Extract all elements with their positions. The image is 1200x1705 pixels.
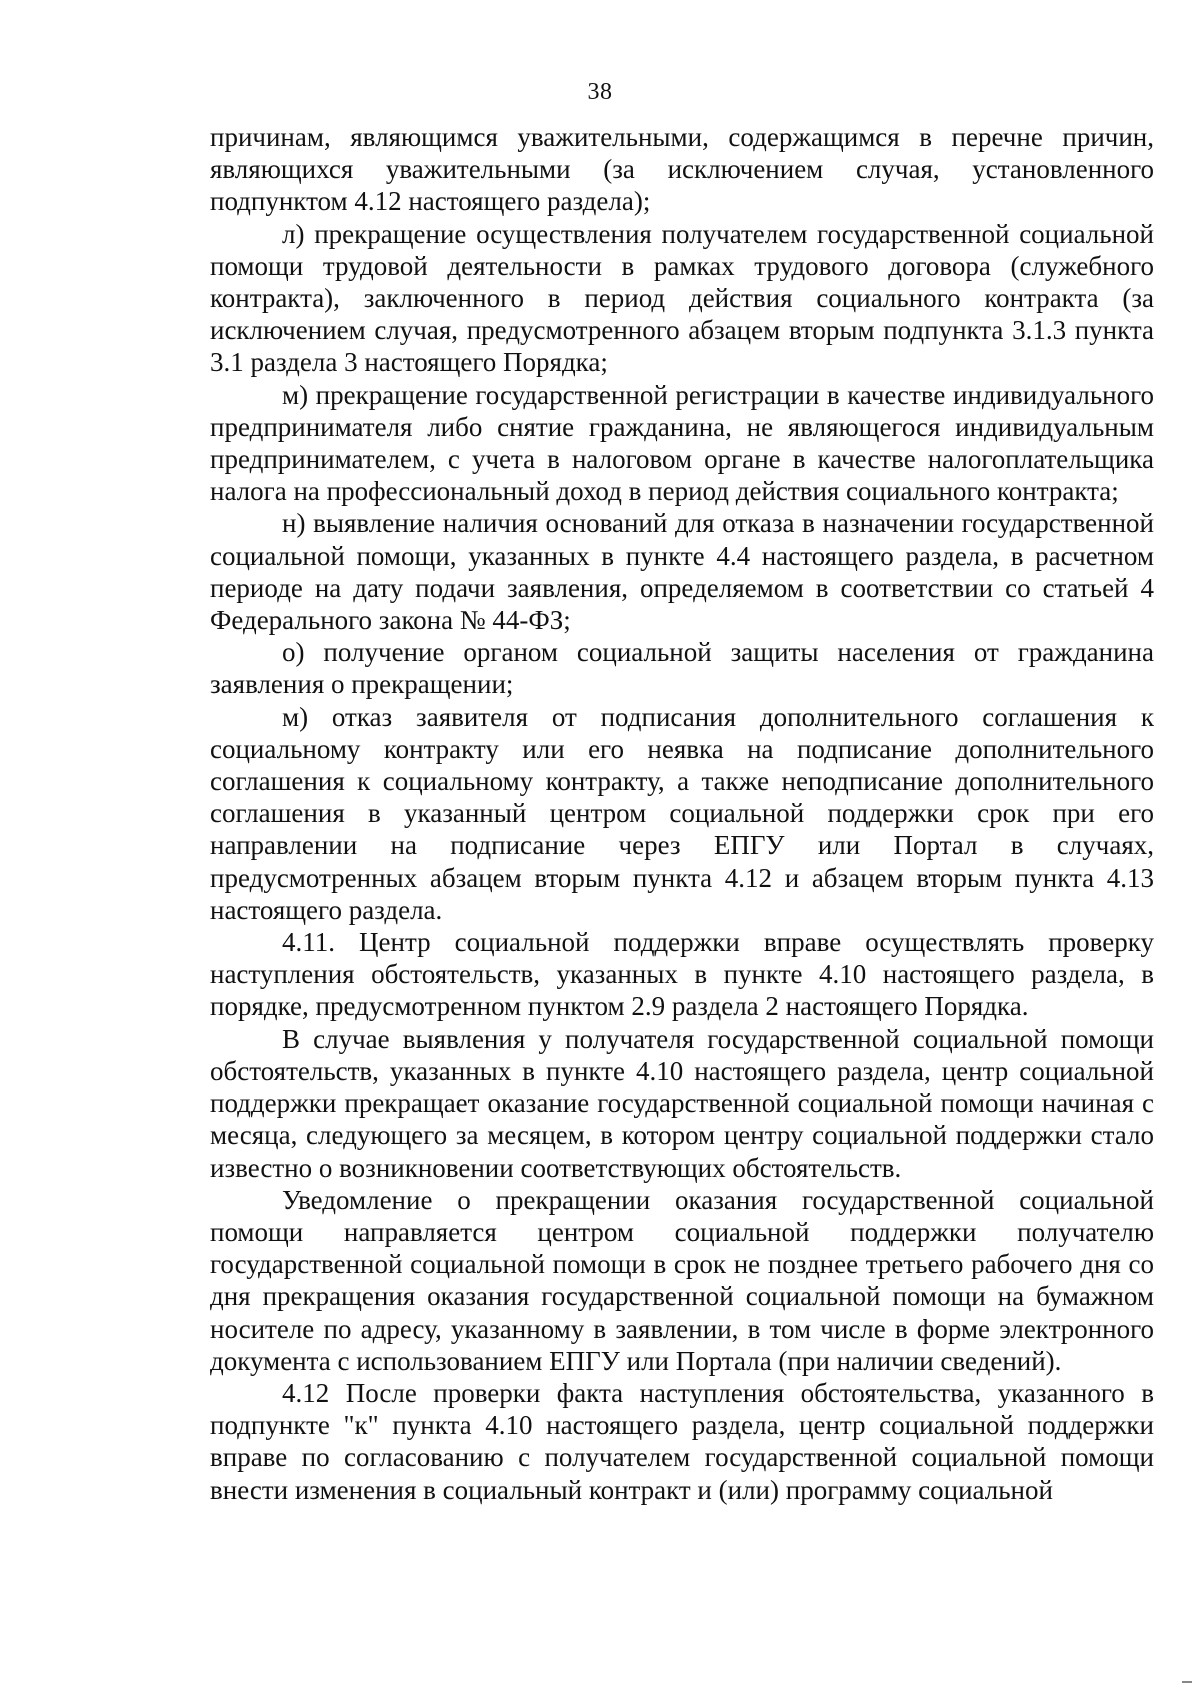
document-body	[210, 121, 1154, 1506]
paragraph-item-m: м) прекращение государственной регистрации в качестве индивидуального предпринимателя либо снятие гражданина, не являющегося индивидуальным предпринимателем, с учета в налоговом органе в качестве налогоплательщика налога на профессиональный доход в период действия социального контракта;	[210, 379, 1154, 507]
paragraph-item-o: о) получение органом социальной защиты населения от гражданина заявления о прекращении;	[210, 637, 1154, 700]
paragraph-4-12: 4.12 После проверки факта наступления обстоятельства, указанного в подпункте "к" пункта 4.10 настоящего раздела, центр социальной поддержки вправе по согласованию с получателем государственной социальной помощи внести изменения в социальный контракт и (или) программу социальной	[210, 1377, 1154, 1505]
paragraph-item-m-second: м) отказ заявителя от подписания дополнительного соглашения к социальному контракту или его неявка на подписание дополнительного соглашения к социальному контракту, а также неподписание дополнительного соглашения в указанный центром социальной поддержки срок при его направлении на подписание через ЕПГУ или Портал в случаях, предусмотренных абзацем вторым пункта 4.12 и абзацем вторым пункта 4.13 настоящего раздела.	[210, 701, 1154, 925]
paragraph-continuation: причинам, являющимся уважительными, содержащимся в перечне причин, являющихся уважительными (за исключением случая, установленного подпунктом 4.12 настоящего раздела);	[210, 122, 1154, 217]
paragraph-item-n: н) выявление наличия оснований для отказа в назначении государственной социальной помощи, указанных в пункте 4.4 настоящего раздела, в расчетном периоде на дату подачи заявления, определяемом в соответствии со статьей 4 Федерального закона № 44-ФЗ;	[210, 508, 1154, 636]
page-number: 38	[587, 79, 613, 105]
paragraph-4-11: 4.11. Центр социальной поддержки вправе осуществлять проверку наступления обстоятельств, указанных в пункте 4.10 настоящего раздела, в порядке, предусмотренном пунктом 2.9 раздела 2 настоящего Порядка.	[210, 927, 1154, 1022]
paragraph-notification: Уведомление о прекращении оказания государственной социальной помощи направляется центром социальной поддержки получателю государственной социальной помощи в срок не позднее третьего рабочего дня со дня прекращения оказания государственной социальной помощи на бумажном носителе по адресу, указанному в заявлении, в том числе в форме электронного документа с использованием ЕПГУ или Портала (при наличии сведений).	[210, 1184, 1154, 1376]
scan-edge-mark	[1182, 1681, 1192, 1683]
paragraph-termination-case: В случае выявления у получателя государственной социальной помощи обстоятельств, указанных в пункте 4.10 настоящего раздела, центр социальной поддержки прекращает оказание государственной социальной помощи начиная с месяца, следующего за месяцем, в котором центру социальной поддержки стало известно о возникновении соответствующих обстоятельств.	[210, 1023, 1154, 1183]
paragraph-item-l: л) прекращение осуществления получателем государственной социальной помощи трудовой деятельности в рамках трудового договора (служебного контракта), заключенного в период действия социального контракта (за исключением случая, предусмотренного абзацем вторым подпункта 3.1.3 пункта 3.1 раздела 3 настоящего Порядка;	[210, 218, 1154, 378]
